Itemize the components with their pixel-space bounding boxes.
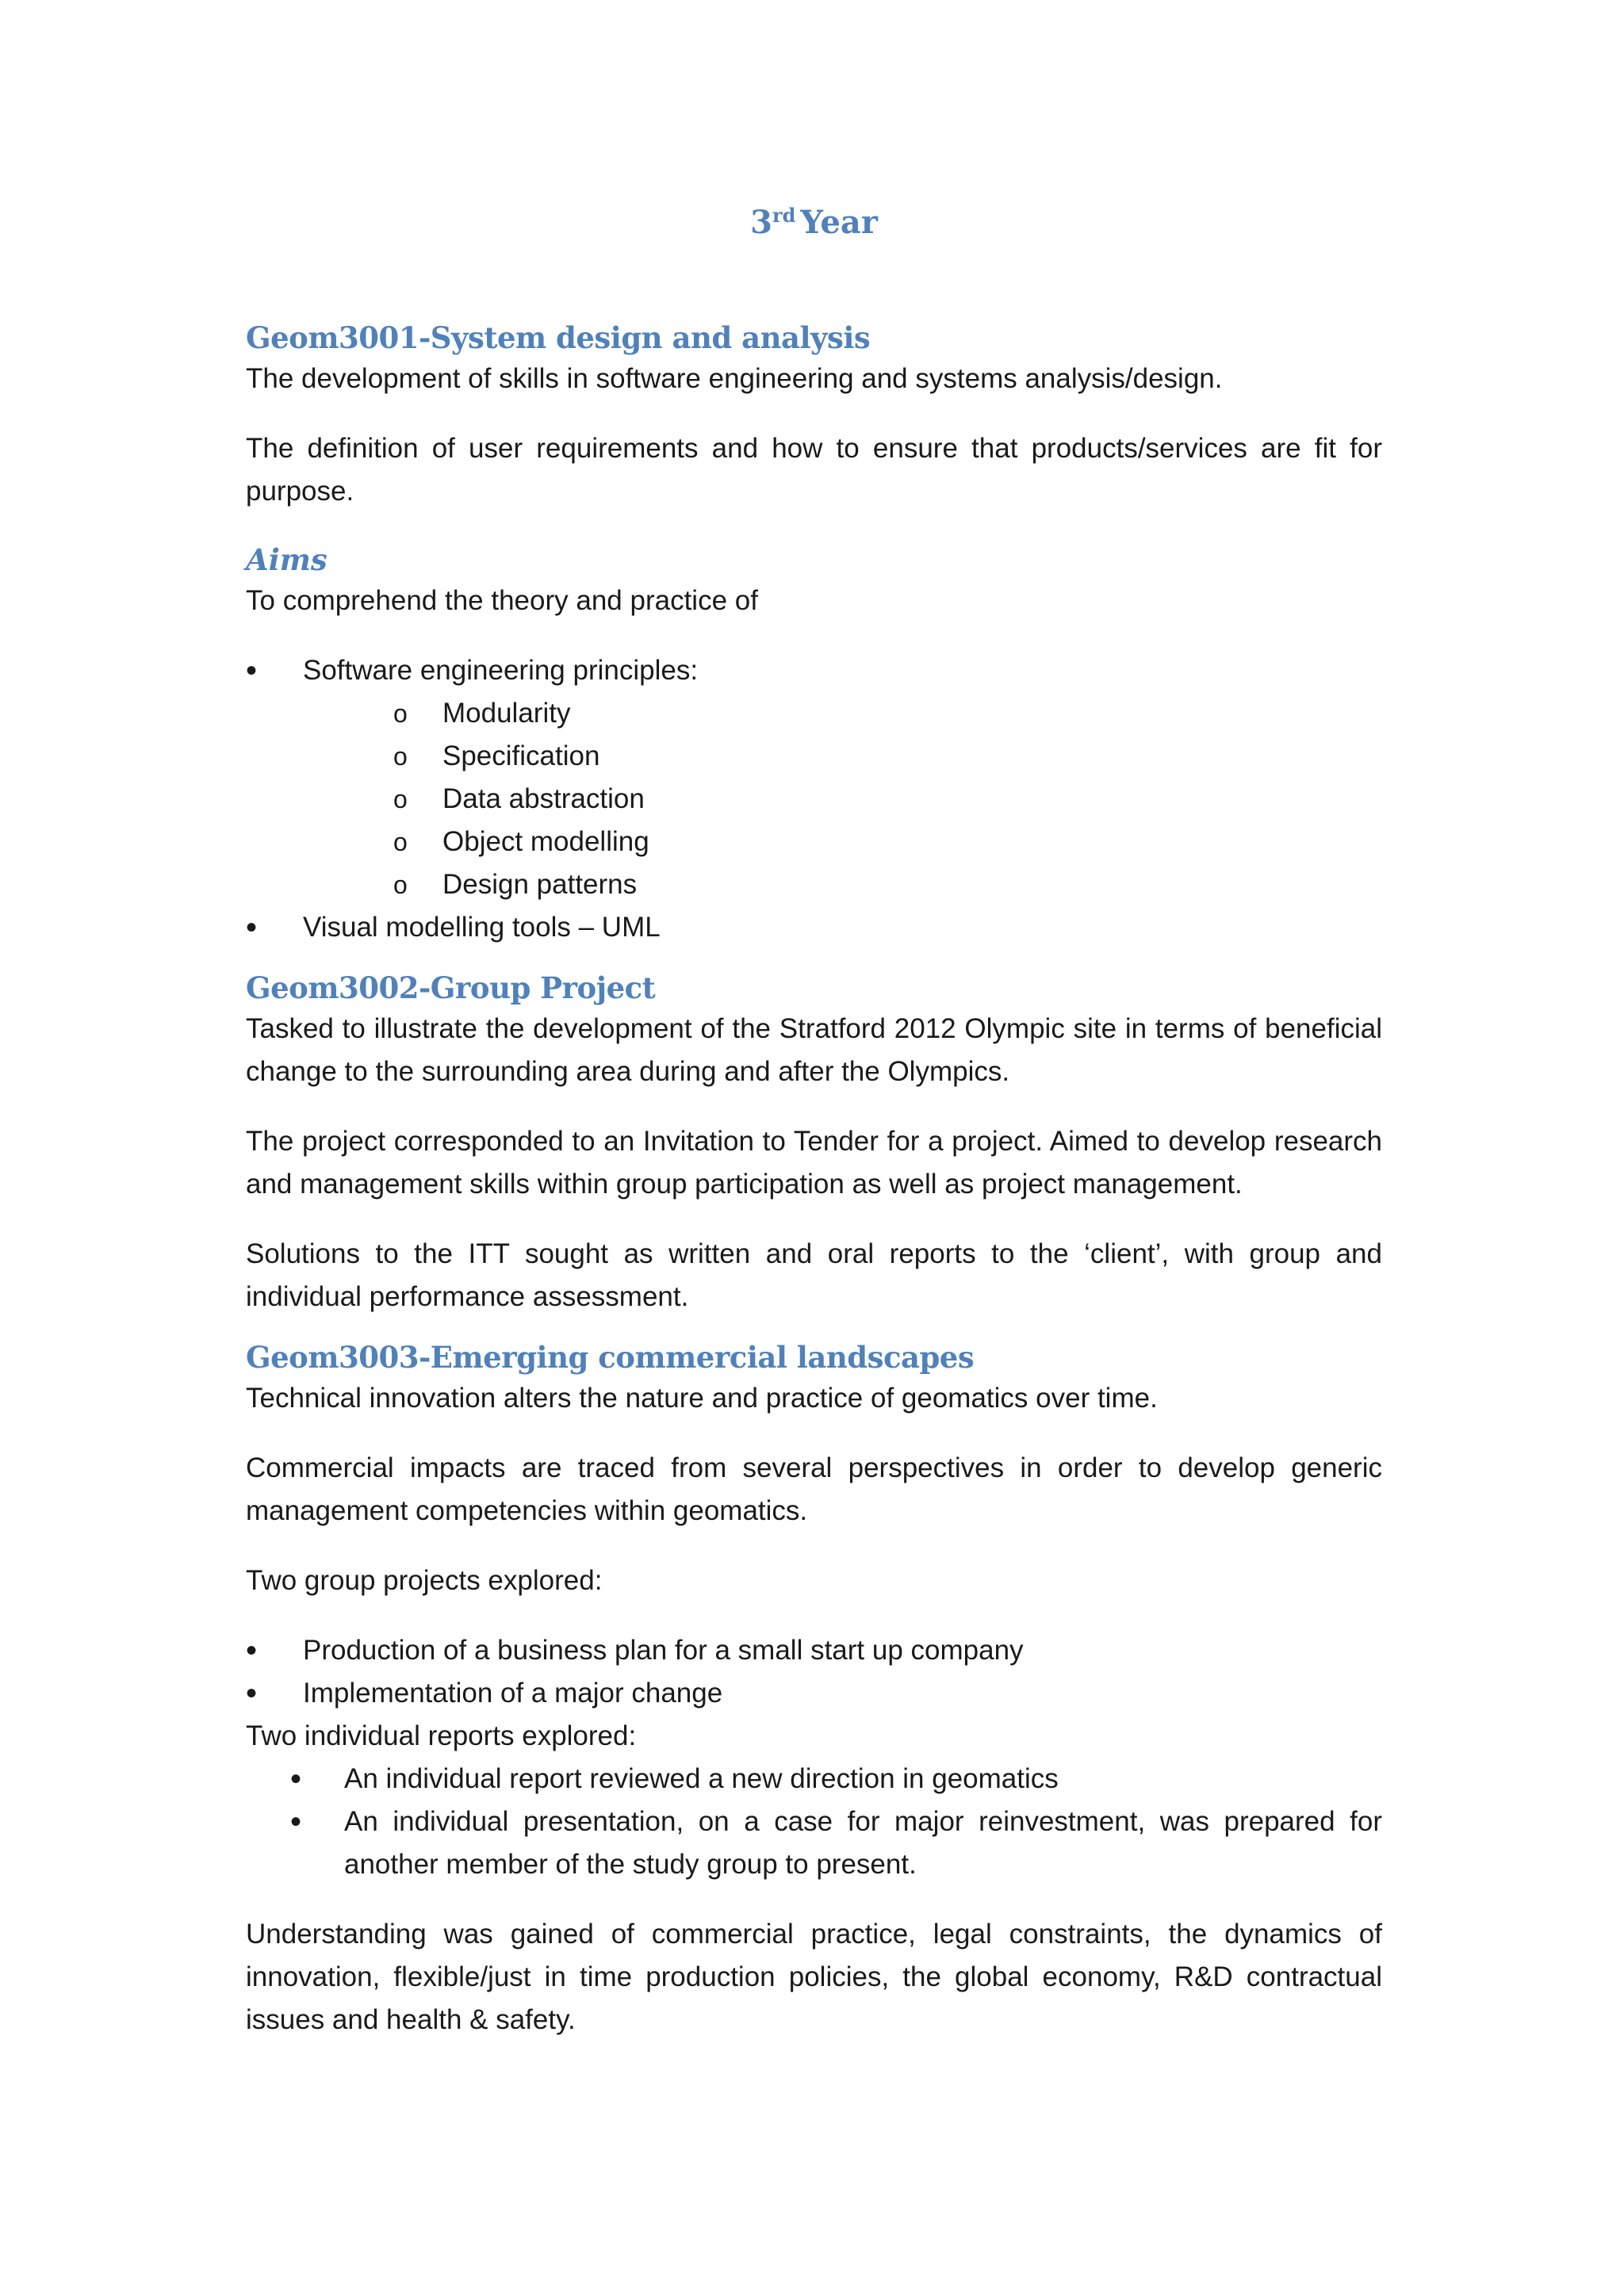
paragraph: The development of skills in software engineering and systems analysis/design. bbox=[246, 363, 1223, 394]
list-item: • An individual report reviewed a new direction in geomatics bbox=[246, 1758, 1382, 1800]
title-superscript: rd bbox=[772, 204, 796, 227]
section-heading: Geom3001-System design and analysis bbox=[246, 320, 871, 355]
aims-intro: To comprehend the theory and practice of bbox=[246, 585, 758, 616]
list-item-text: Software engineering principles: bbox=[303, 655, 699, 686]
sub-list-item: o Design patterns bbox=[246, 863, 1382, 906]
title-word: Year bbox=[800, 204, 878, 241]
paragraph: Tasked to illustrate the development of the Stratford 2012 Olympic site in terms of beneficial change to the surrounding area during and after the Olympics. bbox=[246, 1013, 1382, 1087]
list-item bbox=[246, 649, 1382, 906]
page-title bbox=[246, 190, 1382, 248]
list-item: • Implementation of a major change bbox=[246, 1672, 1382, 1715]
paragraph: Understanding was gained of commercial practice, legal constraints, the dynamics of innovation, flexible/just in time production policies, the global economy, R&D contractual issues and health & safety. bbox=[246, 1919, 1382, 2035]
section-heading: Geom3003-Emerging commercial landscapes bbox=[246, 1340, 975, 1375]
title-number: 3 bbox=[750, 204, 772, 241]
paragraph: Two group projects explored: bbox=[246, 1565, 603, 1596]
paragraph: Commercial impacts are traced from several perspectives in order to develop generic management competencies within geomatics. bbox=[246, 1452, 1382, 1526]
sub-list-item: o Data abstraction bbox=[246, 778, 1382, 821]
group-projects-list bbox=[246, 1629, 1382, 1715]
paragraph: Solutions to the ITT sought as written and oral reports to the ‘client’, with group and individual performance assessment. bbox=[246, 1238, 1382, 1312]
aims-list bbox=[246, 649, 1382, 949]
individual-reports-list bbox=[246, 1758, 1382, 1886]
sub-list-item: o Object modelling bbox=[246, 821, 1382, 863]
section-geom3003 bbox=[246, 1337, 1382, 2042]
section-heading: Geom3002-Group Project bbox=[246, 970, 656, 1005]
individual-intro: Two individual reports explored: bbox=[246, 1720, 637, 1751]
paragraph: The project corresponded to an Invitation to Tender for a project. Aimed to develop research and management skills within group participation as well as project management. bbox=[246, 1126, 1382, 1200]
paragraph: The definition of user requirements and how to ensure that products/services are fit for purpose. bbox=[246, 433, 1382, 507]
list-item: • An individual presentation, on a case for major reinvestment, was prepared for another member of the study group to present. bbox=[246, 1800, 1382, 1886]
section-geom3001 bbox=[246, 318, 1382, 949]
paragraph: Technical innovation alters the nature and practice of geomatics over time. bbox=[246, 1383, 1158, 1414]
sub-list bbox=[246, 692, 1382, 906]
list-item: • Production of a business plan for a small start up company bbox=[246, 1629, 1382, 1672]
section-geom3002 bbox=[246, 968, 1382, 1318]
list-item: • Visual modelling tools – UML bbox=[246, 906, 1382, 949]
aims-heading: Aims bbox=[246, 542, 327, 577]
sub-list-item: o Modularity bbox=[246, 692, 1382, 735]
sub-list-item: o Specification bbox=[246, 735, 1382, 778]
